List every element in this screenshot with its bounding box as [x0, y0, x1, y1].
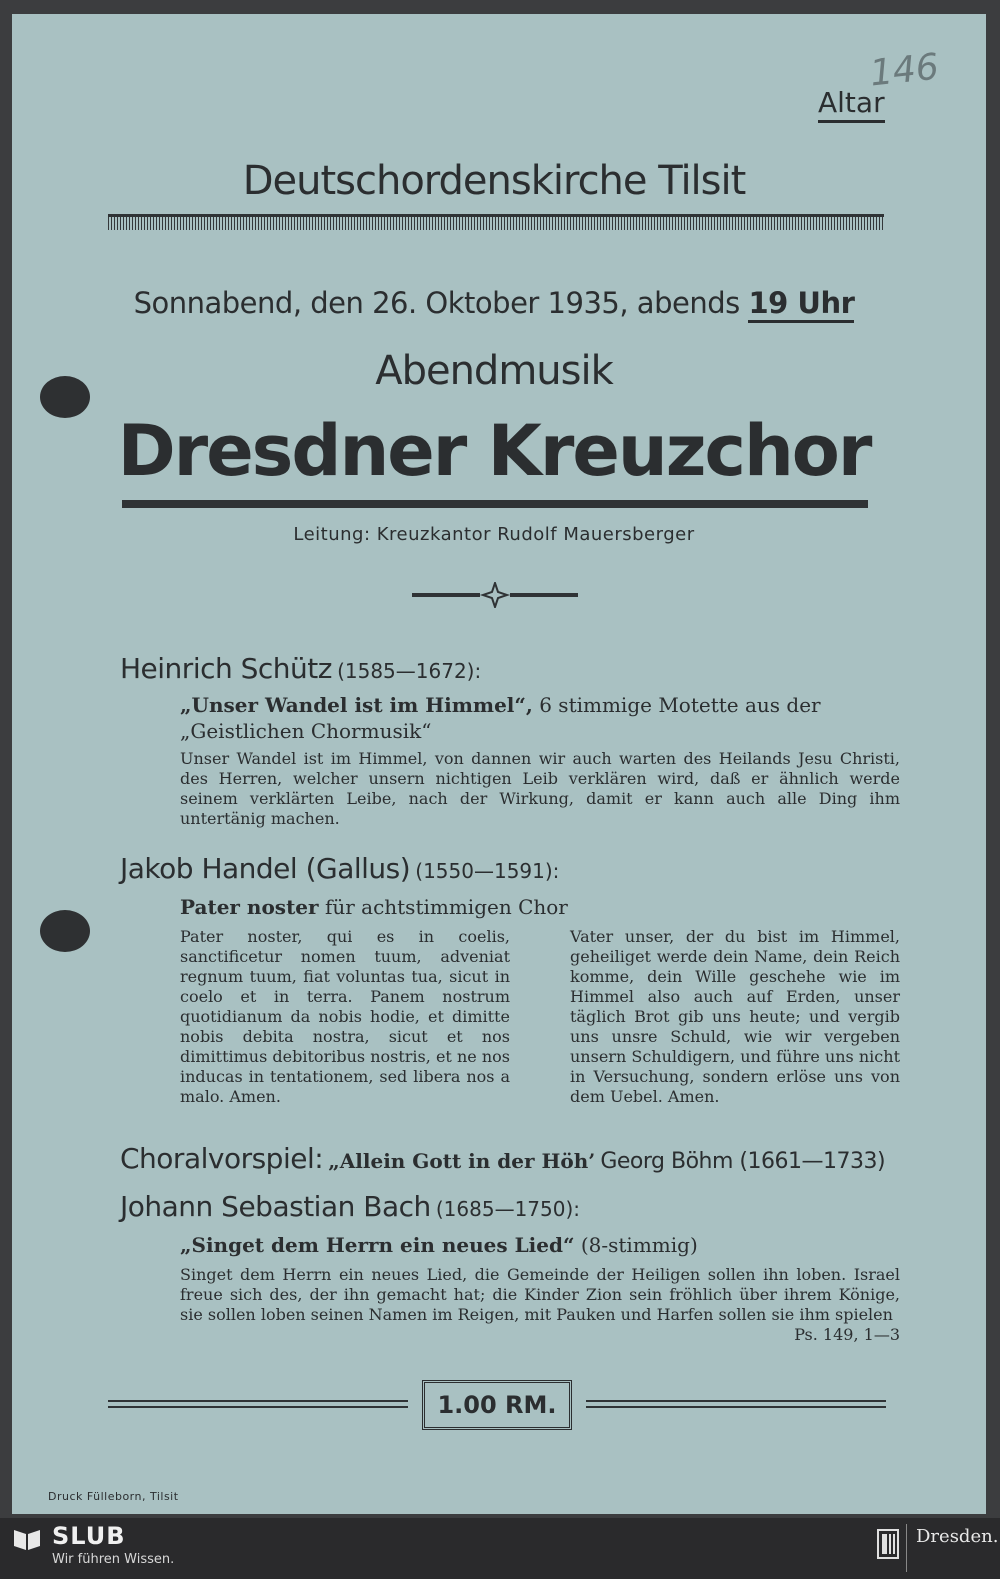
composer-dates: (1685—1750): [435, 1197, 581, 1221]
work-title-line [180, 693, 900, 717]
choral-label: Choralvorspiel: [120, 1142, 324, 1175]
work-subtitle: 6 stimmige Motette aus der [539, 693, 821, 717]
performer-underline [122, 500, 868, 508]
work-title-line [180, 895, 900, 919]
lyric-columns [120, 927, 900, 1107]
library-brand[interactable]: SLUB [52, 1522, 126, 1550]
program-item-schuetz [120, 652, 900, 829]
price-rule-left [108, 1406, 408, 1408]
footer-divider [906, 1524, 907, 1572]
work-subtitle: (8-stimmig) [580, 1233, 698, 1257]
library-footer [0, 1518, 1000, 1579]
composer-dates: (1585—1672): [337, 659, 482, 683]
composer-name: Johann Sebastian Bach [120, 1190, 431, 1223]
psalm-reference: Ps. 149, 1—3 [794, 1325, 900, 1344]
work-title: Pater noster [180, 895, 319, 919]
coat-of-arms-icon [876, 1528, 900, 1560]
work-subtitle-2: „Geistlichen Chormusik“ [180, 719, 432, 743]
performer-name: Dresdner Kreuzchor [117, 410, 871, 492]
work-title-line [180, 1233, 900, 1257]
lyric-body: Singet dem Herrn ein neues Lied, die Gemeinde der Heiligen sollen ihn loben. Israel freue sich des, der ihn gemacht hat; die Kinder Zion sein fröhlich über ihrem Könige, sie sollen loben seinen Namen im Reigen, mit Pauken und Harfen sollen sie ihm spielen [180, 1265, 900, 1324]
event-date-line [12, 286, 976, 320]
work-title: „Allein Gott in der Höh’ [328, 1149, 596, 1173]
punch-hole [40, 910, 90, 952]
printer-credit: Druck Fülleborn, Tilsit [48, 1490, 179, 1503]
book-icon [12, 1526, 42, 1552]
price-rule-right [586, 1406, 886, 1408]
work-title: „Singet dem Herrn ein neues Lied“ [180, 1233, 575, 1257]
price-box: 1.00 RM. [422, 1380, 572, 1430]
lyric-latin: Pater noster, qui es in coelis, sanctificetur nomen tuum, adveniat regnum tuum, fiat voluntas tua, sicut in coelo et in terra. Panem nostrum quotidianum da nobis hodie, et dimitte nobis debita nostra, sicut et nos dimittimus debitoribus nostris, et ne nos inducas in tentationem, sed libera nos a malo. Amen. [180, 927, 510, 1106]
composer-dates: (1550—1591): [415, 859, 560, 883]
lyric-text [180, 1265, 900, 1344]
price-rule-left [108, 1400, 408, 1402]
price-rule-right [586, 1400, 886, 1402]
work-subtitle: für achtstimmigen Chor [324, 895, 568, 919]
ornament-divider-icon [410, 582, 580, 608]
lyric-german: Vater unser, der du bist im Himmel, geheiliget werde dein Name, dein Reich komme, dein Wille geschehe wie im Himmel also auch auf Erden, unser täglich Brot gib uns heute; und vergib uns unsre Schuld, wie wir vergeben unsern Schuldigern, und führe uns nicht in Versuchung, sondern erlöse uns von dem Uebel. Amen. [570, 927, 900, 1106]
church-name: Deutschordenskirche Tilsit [242, 158, 746, 204]
rule-line [108, 214, 884, 217]
ornamental-rule [108, 216, 884, 230]
concert-program-sheet [12, 14, 986, 1514]
location-label: Altar [818, 86, 885, 123]
program-item-choral [120, 1142, 900, 1175]
event-date: Sonnabend, den 26. Oktober 1935, abends [133, 286, 740, 320]
handwritten-archive-number: 146 [868, 46, 941, 95]
composer-name: Jakob Handel (Gallus) [120, 852, 411, 885]
program-item-handel [120, 852, 900, 1107]
event-type: Abendmusik [375, 348, 613, 394]
work-title: „Unser Wandel ist im Himmel“, [180, 693, 533, 717]
composer-name: Georg Böhm (1661—1733) [600, 1149, 886, 1174]
library-tagline: Wir führen Wissen. [52, 1552, 175, 1567]
program-item-bach [120, 1190, 900, 1345]
conductor-line: Leitung: Kreuzkantor Rudolf Mauersberger [293, 524, 695, 545]
city-logo[interactable]: Dresden. [916, 1526, 999, 1547]
composer-name: Heinrich Schütz [120, 652, 332, 685]
lyric-text: Unser Wandel ist im Himmel, von dannen wir auch warten des Heilands Jesu Christi, des Herren, welcher unsern nichtigen Leib verklären wird, daß er ähnlich werde seinem verklärten Leibe, nach der Wirkung, damit er kann auch alle Ding ihm untertänig machen. [180, 749, 900, 828]
event-time: 19 Uhr [748, 286, 854, 323]
